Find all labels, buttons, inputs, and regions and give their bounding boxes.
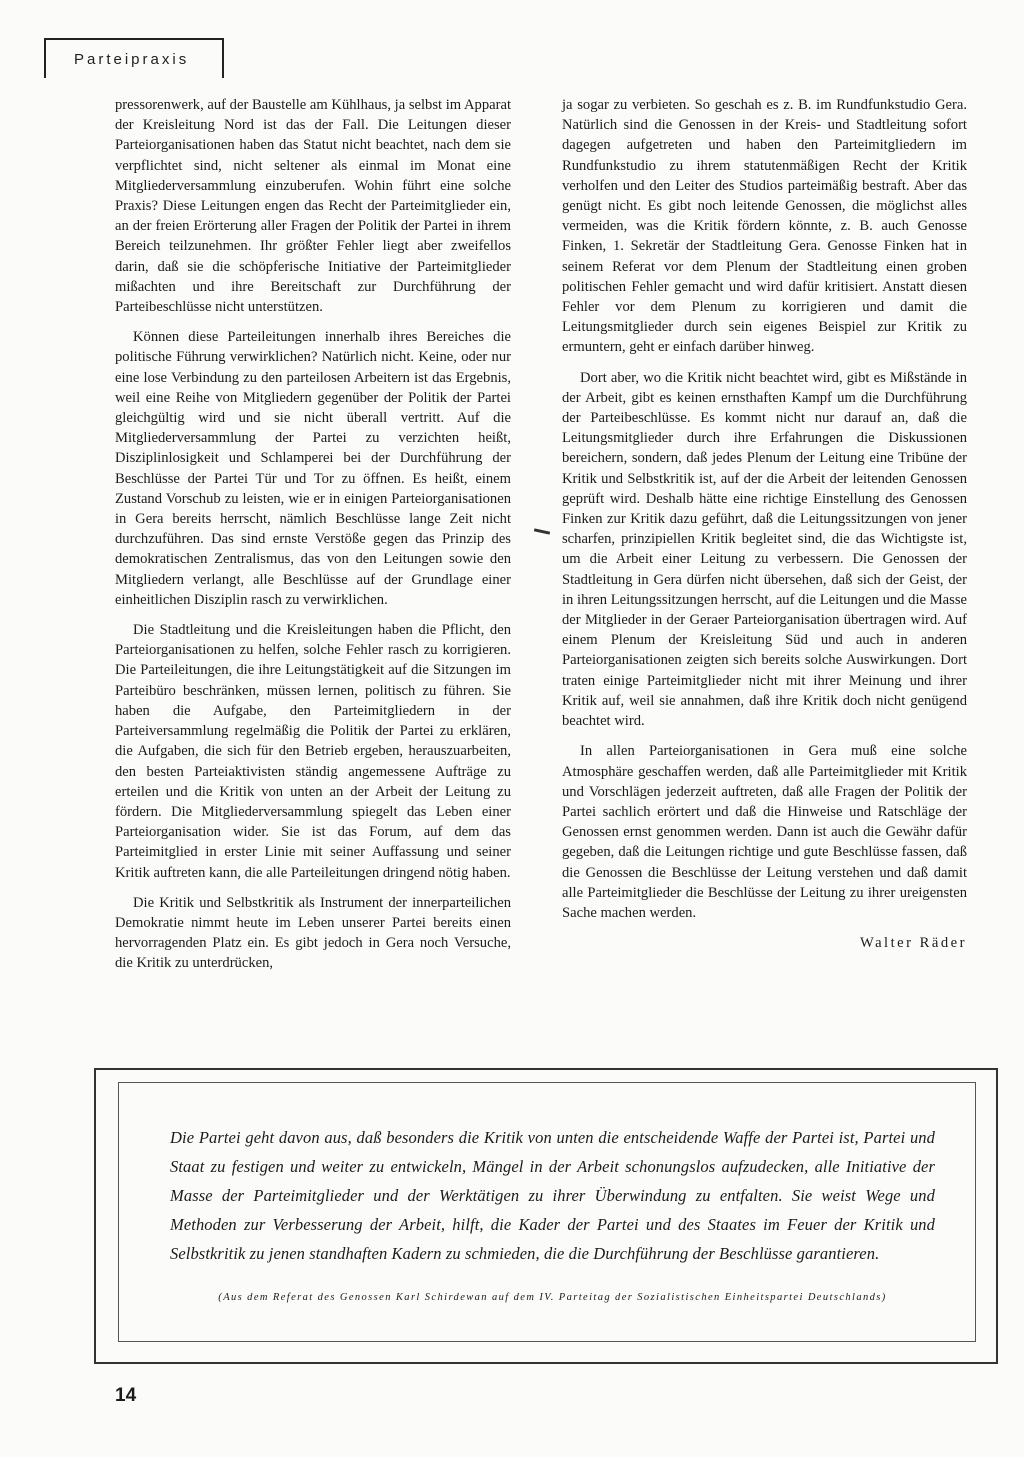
paragraph: Können diese Parteileitungen innerhalb ihres Bereiches die politische Führung verwirklichen? Natürlich nicht. Keine, oder nur eine lose Verbindung zu den parteilosen Arbeitern ist das Ergebnis, weil eine Reihe von Mitgliedern gegenüber der Politik der Partei gleichgültig wird und sie nicht überall vertritt. Auf die Mitgliederversammlung der Partei zu verzichten heißt, Disziplinlosigkeit und Schlamperei bei der Durchführung der Beschlüsse der Partei Tür und Tor zu öffnen. Es heißt, einem Zustand Vorschub zu leisten, wie er in einigen Parteiorganisationen in Gera bereits herrscht, nämlich Beschlüsse lange Zeit nicht durchzuführen. Das sind ernste Verstöße gegen das Prinzip des demokratischen Zentralismus, das von den Leitungen sowie den Mitgliedern verlangt, alle Beschlüsse auf der Grundlage einer einheitlichen Disziplin rasch zu verwirklichen. — [115, 329, 511, 608]
section-header — [44, 38, 224, 78]
right-column — [562, 95, 967, 953]
quote-text: Die Partei geht davon aus, daß besonders die Kritik von unten die entscheidende Waffe der Partei ist, Partei und Staat zu festigen und weiter zu entwickeln, Mängel in der Arbeit schonungslos aufzudecken, alle Initiative der Masse der Parteimitglieder und der Werktätigen zu ihrer Überwindung zu entfalten. Sie weist Wege und Methoden zur Verbesserung der Arbeit, hilft, die Kader der Partei und des Staates im Feuer der Kritik und Selbstkritik zu jenen standhaften Kadern zu schmieden, die die Durchführung der Beschlüsse garantieren. — [170, 1128, 935, 1263]
paragraph: Dort aber, wo die Kritik nicht beachtet wird, gibt es Mißstände in der Arbeit, gibt es keinen ernsthaften Kampf um die Durchführung der Parteibeschlüsse. Es kommt nicht nur darauf an, daß die Leitungsmitglieder durch ihre Erfahrungen die Diskussionen bereichern, sondern, daß jedes Plenum der Leitung eine Tribüne der Kritik und Selbstkritik ist, auf der die Arbeit der leitenden Genossen geprüft wird. Deshalb hätte eine richtige Einstellung des Genossen Finken zur Kritik dazu geführt, daß die Leitungssitzungen von jener scharfen, prinzipiellen Kritik begleitet sind, die das Wichtigste ist, um die Arbeit einer Leitung zu verbessern. Die Genossen der Stadtleitung in Gera dürfen nicht übersehen, daß sich der Geist, der in ihren Leitungssitzungen herrscht, auf die Leitungen und die Masse der Mitglieder in der Geraer Parteiorganisation übertragen wird. Auf einem Plenum der Kreisleitung Süd und auch in anderen Parteiorganisationen zeigten sich bereits solche Auswirkungen. Dort traten einige Parteimitglieder nicht mit ihrer Meinung und ihrer Kritik auf, weil sie annahmen, daß ihre Kritik doch nicht genügend beachtet wird. — [562, 369, 967, 730]
margin-mark — [534, 528, 550, 534]
page-number: 14 — [115, 1385, 137, 1406]
left-column — [115, 95, 511, 984]
paragraph: pressorenwerk, auf der Baustelle am Kühlhaus, ja selbst im Apparat der Kreisleitung Nord ist das der Fall. Die Leitungen dieser Parteiorganisationen haben das Statut nicht beachtet, nach dem sie verpflichtet sind, nicht seltener als einmal im Monat eine Mitgliederversammlung einzuberufen. Wohin führt eine solche Praxis? Diese Leitungen engen das Recht der Parteimitglieder ein, an der freien Erörterung aller Fragen der Politik der Partei in ihrem Bereich teilzunehmen. Ihr größter Fehler liegt aber zweifellos darin, daß sie die schöpferische Initiative der Parteimitglieder mißachten und ihre Bereitschaft zur Durchführung der Parteibeschlüsse nicht unterstützen. — [115, 97, 511, 316]
paragraph: Die Stadtleitung und die Kreisleitungen haben die Pflicht, den Parteiorganisationen zu helfen, solche Fehler rasch zu korrigieren. Die Parteileitungen, die ihre Leitungstätigkeit auf die Sitzungen im Parteibüro beschränken, müssen lernen, politisch zu führen. Sie haben die Aufgabe, den Parteimitgliedern in der Parteiversammlung regelmäßig die Politik der Partei zu erklären, die Aufgaben, die sich für den Betrieb ergeben, herauszuarbeiten, den besten Parteiaktivisten ständig angemessene Aufträge zu erteilen und die Kritik von unten an der Arbeit der Leitung zu fördern. Die Mitgliederversammlung spiegelt das Leben einer Parteiorganisation wider. Sie ist das Forum, auf dem das Parteimitglied in erster Linie mit seiner Auffassung und seiner Kritik auftreten kann, die alle Parteileitungen dringend nötig haben. — [115, 622, 511, 881]
quote-source: (Aus dem Referat des Genossen Karl Schirdewan auf dem IV. Parteitag der Sozialistischen Einheitspartei Deutschlands) — [218, 1292, 887, 1303]
section-title: Parteipraxis — [74, 51, 190, 68]
paragraph: Die Kritik und Selbstkritik als Instrument der innerparteilichen Demokratie nimmt heute im Leben unserer Partei bereits einen hervorragenden Platz ein. Es gibt jedoch in Gera noch Versuche, die Kritik zu unterdrücken, — [115, 894, 511, 972]
paragraph: ja sogar zu verbieten. So geschah es z. B. im Rundfunkstudio Gera. Natürlich sind die Genossen in der Kreis- und Stadtleitung sofort dagegen aufgetreten und haben den Parteimitgliedern im Rundfunkstudio zu ihrem statutenmäßigen Recht der Kritik verholfen und den Leiter des Studios parteimäßig bestraft. Aber das genügt nicht. Es gibt noch leitende Genossen, die möglichst alles vermeiden, was die Kritik fördern könnte, z. B. auch Genosse Finken, 1. Sekretär der Stadtleitung Gera. Genosse Finken hat in seinem Referat vor dem Plenum der Stadtleitung einen groben politischen Fehler gemacht und wird dafür kritisiert. Anstatt diesen Fehler vor dem Plenum zu korrigieren und damit die Leitungsmitglieder durch sein eigenes Beispiel zur Kritik zu ermuntern, geht er einfach darüber hinweg. — [562, 97, 967, 356]
author-signature: Walter Räder — [859, 935, 967, 952]
paragraph: In allen Parteiorganisationen in Gera muß eine solche Atmosphäre geschaffen werden, daß alle Parteimitglieder mit Kritik und Vorschlägen jederzeit auftreten, daß alle Fragen der Politik der Partei sachlich erörtert und daß die Hinweise und Ratschläge der Genossen ernst genommen werden. Dann ist auch die Gewähr dafür gegeben, daß die Leitungen richtige und gute Beschlüsse fassen, daß die Genossen die Beschlüsse der Leitung verstehen und daß damit alle Parteimitglieder die Beschlüsse der Leitung zu ihrer ureigensten Sache machen werden. — [562, 743, 967, 921]
